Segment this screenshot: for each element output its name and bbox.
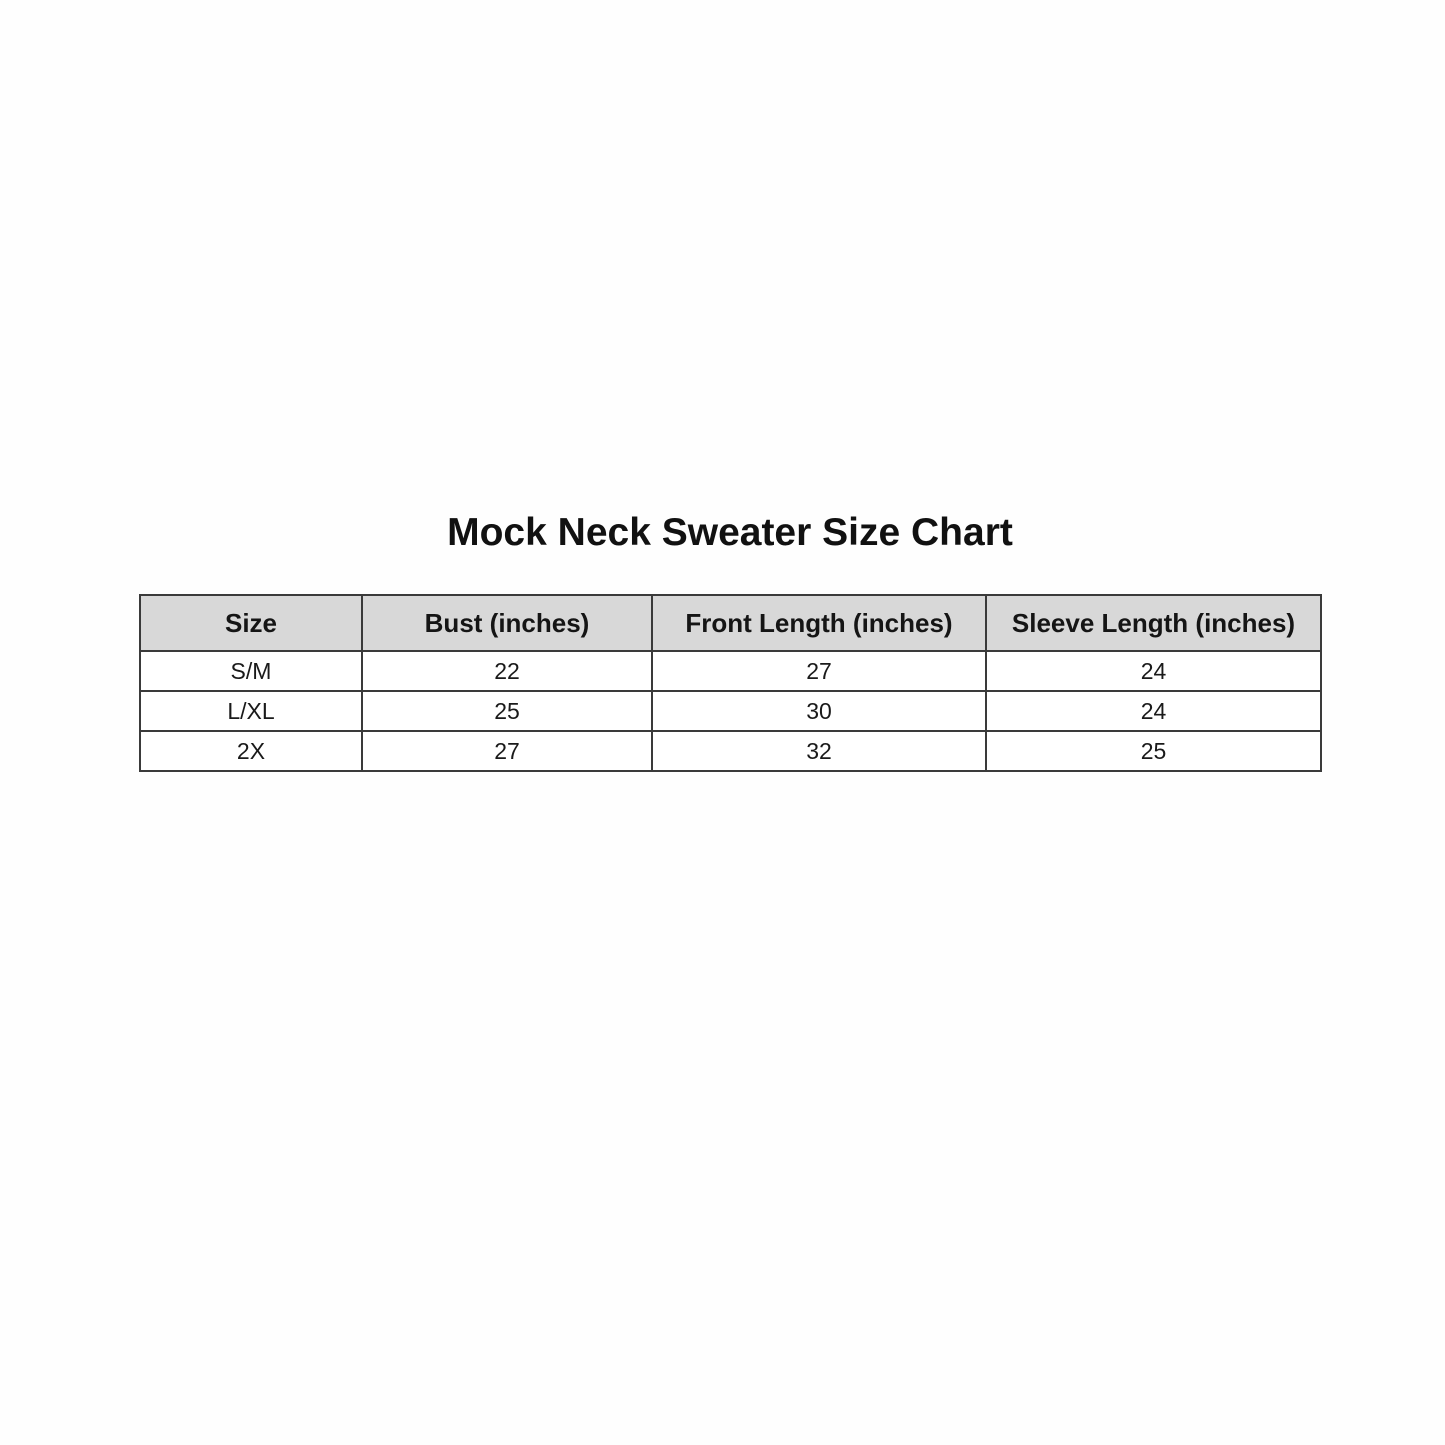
- cell-size: S/M: [140, 651, 362, 691]
- cell-sleeve-length: 24: [986, 651, 1321, 691]
- cell-front-length: 30: [652, 691, 986, 731]
- cell-front-length: 27: [652, 651, 986, 691]
- cell-size: 2X: [140, 731, 362, 771]
- cell-bust: 22: [362, 651, 652, 691]
- table-row: [140, 731, 1321, 771]
- header-front-length: Front Length (inches): [652, 595, 986, 651]
- cell-front-length: 32: [652, 731, 986, 771]
- table-header: [140, 595, 1321, 651]
- cell-sleeve-length: 24: [986, 691, 1321, 731]
- cell-bust: 25: [362, 691, 652, 731]
- header-sleeve-length: Sleeve Length (inches): [986, 595, 1321, 651]
- table-row: [140, 691, 1321, 731]
- cell-bust: 27: [362, 731, 652, 771]
- cell-size: L/XL: [140, 691, 362, 731]
- header-size: Size: [140, 595, 362, 651]
- table-row: [140, 651, 1321, 691]
- size-chart-table: [139, 594, 1322, 772]
- cell-sleeve-length: 25: [986, 731, 1321, 771]
- table-body: [140, 651, 1321, 771]
- header-bust: Bust (inches): [362, 595, 652, 651]
- header-row: [140, 595, 1321, 651]
- page-title: Mock Neck Sweater Size Chart: [447, 511, 1013, 554]
